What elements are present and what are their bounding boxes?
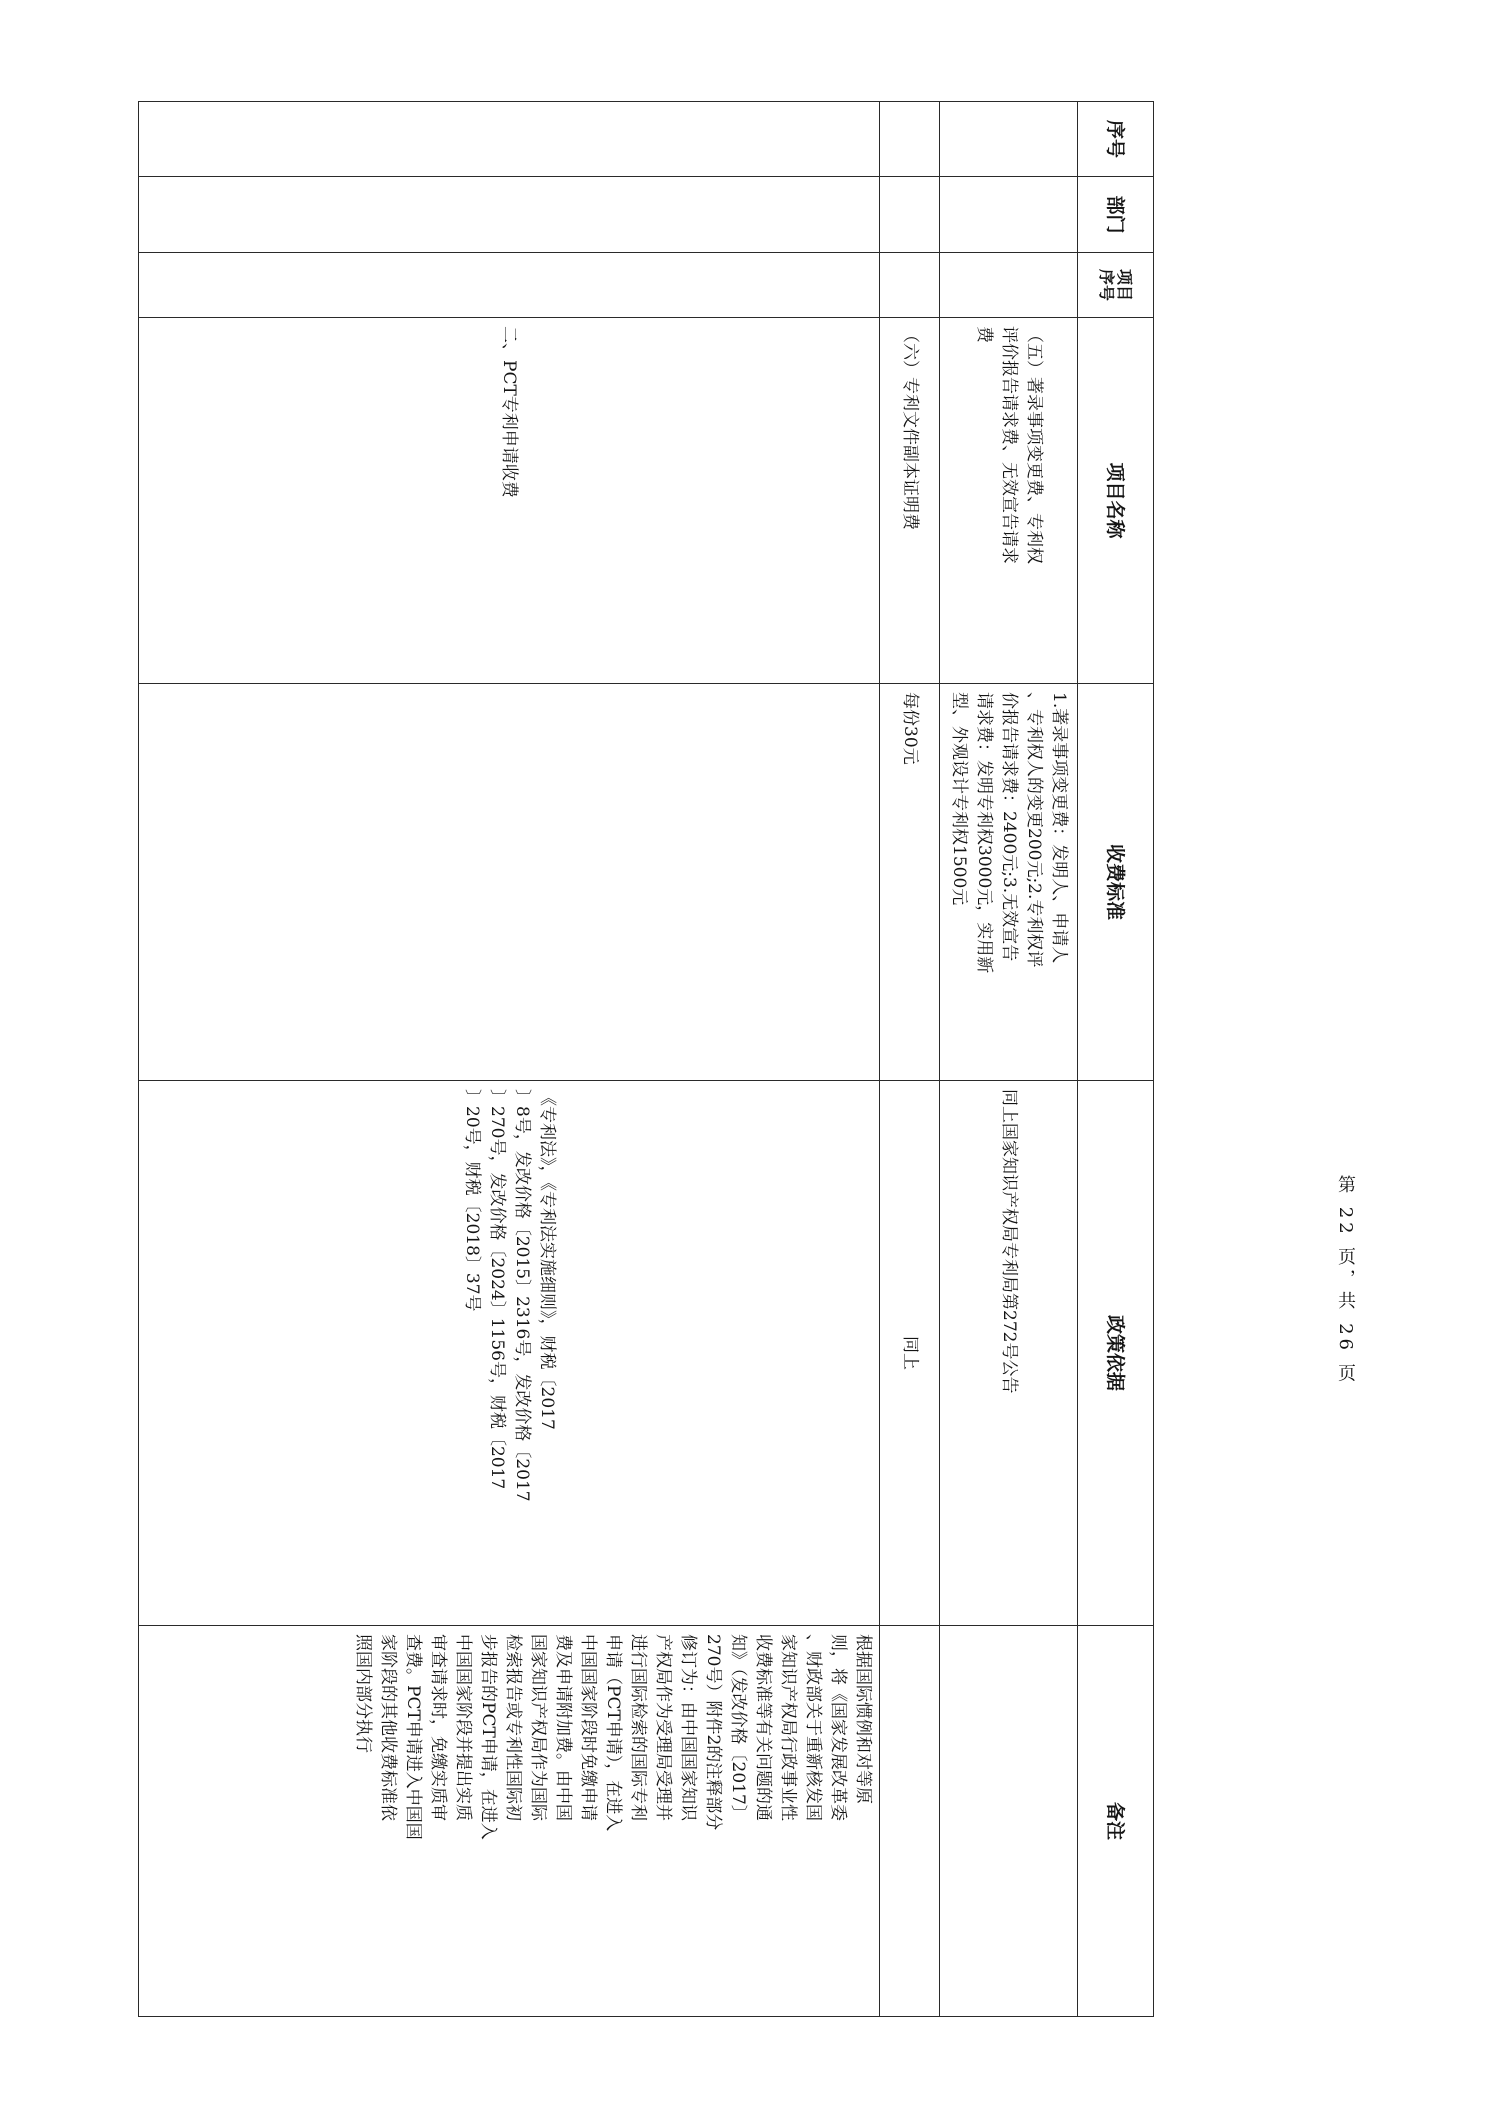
cell-seq	[139, 102, 880, 177]
cell-fee-standard: 每份30元	[880, 684, 940, 1081]
cell-remarks	[940, 1626, 1078, 2017]
cell-item-name: 二、PCT专利申请收费	[139, 318, 880, 684]
rotated-content	[139, 101, 1154, 2016]
cell-dept	[880, 177, 940, 253]
header-policy-basis: 政策依据	[1078, 1081, 1154, 1626]
page-number: 第 22 页，共 26 页	[1335, 1174, 1356, 1386]
cell-remarks: 根据国际惯例和对等原 则，将《国家发展改革委 、财政部关于重新核发国 家知识产权局行政事业性 收费标准等有关问题的通 知》（发改价格〔2017〕 270号）附件2的注释部分 修订为：由中国国家知识 产权局作为受理局受理并 进行国际检索的国际专利 申请（PCT申请），在进入 中国国家阶段时免缴申请 费及申请附加费。由中国 国家知识产权局作为国际 检索报告或专利性国际初 步报告的PCT申请，在进入 中国国家阶段并提出实质 审查请求时，免缴实质审 查费。PCT申请进入中国国 家阶段的其他收费标准依 照国内部分执行	[139, 1626, 880, 2017]
cell-policy-basis: 《专利法》，《专利法实施细则》，财税〔2017 〕8号，发改价格〔2015〕2316号，发改价格〔2017 〕270号，发改价格〔2024〕1156号，财税〔2017 〕20号，财税〔2018〕37号	[139, 1081, 880, 1626]
cell-policy-basis: 同上	[880, 1081, 940, 1626]
table-header-row	[1078, 102, 1154, 2017]
header-remarks: 备注	[1078, 1626, 1154, 2017]
cell-fee-standard	[139, 684, 880, 1081]
header-fee-standard: 收费标准	[1078, 684, 1154, 1081]
cell-item-seq	[940, 253, 1078, 318]
cell-item-name: （五）著录事项变更费、专利权 评价报告请求费、无效宣告请求 费	[940, 318, 1078, 684]
header-seq: 序号	[1078, 102, 1154, 177]
cell-seq	[880, 102, 940, 177]
header-dept: 部门	[1078, 177, 1154, 253]
cell-dept	[139, 177, 880, 253]
cell-item-name: （六）专利文件副本证明费	[880, 318, 940, 684]
cell-policy-basis: 同上国家知识产权局专利局第272号公告	[940, 1081, 1078, 1626]
cell-item-seq	[880, 253, 940, 318]
cell-item-seq	[139, 253, 880, 318]
cell-fee-standard: 1.著录事项变更费：发明人、申请人 、专利权人的变更200元;2.专利权评 价报告请求费：2400元;3.无效宣告 请求费：发明专利权3000元，实用新 型、外观设计专利权1500元	[940, 684, 1078, 1081]
cell-remarks	[880, 1626, 940, 2017]
table-row	[940, 102, 1078, 2017]
fee-table	[138, 101, 1154, 2017]
cell-seq	[940, 102, 1078, 177]
header-item-name: 项目名称	[1078, 318, 1154, 684]
header-item-seq: 项目 序号	[1078, 253, 1154, 318]
table-row	[880, 102, 940, 2017]
table-row	[139, 102, 880, 2017]
cell-dept	[940, 177, 1078, 253]
